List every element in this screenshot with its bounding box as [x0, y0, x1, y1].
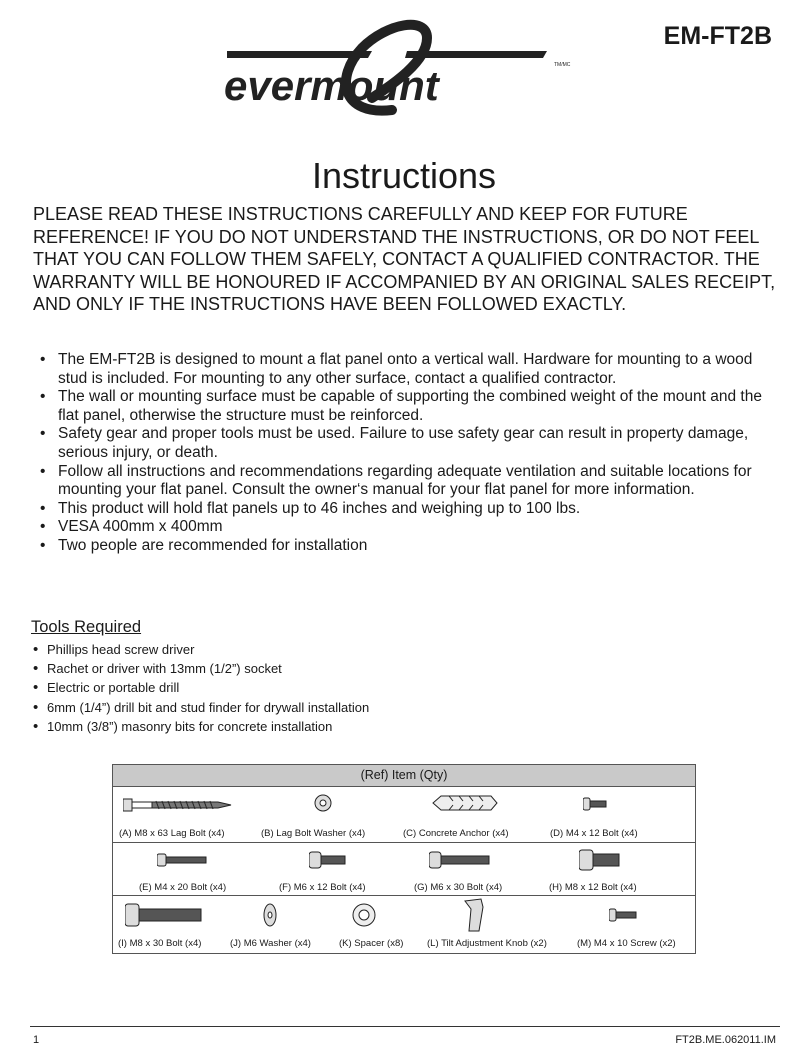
- safety-bullet: • Follow all instructions and recommendations regarding adequate ventilation and suitable locations for mounting your flat panel. Consult the owner‘s manual for your flat panel for more information.: [36, 463, 781, 500]
- hardware-caption: (M) M4 x 10 Screw (x2): [577, 938, 676, 949]
- brand-wordmark: evermount: [224, 62, 439, 109]
- bolt-i-icon: [125, 903, 205, 927]
- warning-paragraph: PLEASE READ THESE INSTRUCTIONS CAREFULLY AND KEEP FOR FUTURE REFERENCE! IF YOU DO NOT UNDERSTAND THE INSTRUCTIONS, OR DO NOT FEEL THAT YOU CAN FOLLOW THEM SAFELY, CONTACT A QUALIFIED CONTRACTOR. THE WARRANTY WILL BE HONOURED IF ACCOMPANIED BY AN ORIGINAL SALES RECEIPT, AND ONLY IF THE INSTRUCTIONS HAVE BEEN FOLLOWED EXACTLY.: [33, 204, 776, 315]
- bolt-g-icon: [429, 851, 493, 869]
- hardware-caption: (K) Spacer (x8): [339, 938, 404, 949]
- spacer-icon: [351, 902, 377, 928]
- hardware-caption: (H) M8 x 12 Bolt (x4): [549, 882, 637, 893]
- hardware-caption: (J) M6 Washer (x4): [230, 938, 311, 949]
- bolt-e-icon: [157, 853, 209, 867]
- tool-item: • 6mm (1/4”) drill bit and stud finder for drywall installation: [33, 698, 369, 717]
- safety-bullet: • The wall or mounting surface must be capable of supporting the combined weight of the mount and the flat panel, otherwise the structure must be reinforced.: [36, 388, 781, 425]
- tool-item: • 10mm (3/8”) masonry bits for concrete installation: [33, 717, 369, 736]
- bolt-h-icon: [579, 849, 623, 871]
- safety-bullet: • This product will hold flat panels up to 46 inches and weighing up to 100 lbs.: [36, 500, 781, 519]
- bolt-f-icon: [309, 851, 349, 869]
- hardware-row: [113, 843, 695, 896]
- safety-bullet: • Two people are recommended for installation: [36, 537, 781, 556]
- hardware-caption: (A) M8 x 63 Lag Bolt (x4): [119, 828, 225, 839]
- tools-heading: Tools Required: [31, 618, 142, 636]
- trademark-mark: TM/MC: [554, 62, 571, 68]
- lag-washer-icon: [313, 793, 333, 813]
- hardware-caption: (L) Tilt Adjustment Knob (x2): [427, 938, 547, 949]
- bolt-d-icon: [583, 797, 609, 811]
- document-id: FT2B.ME.062011.IM: [675, 1034, 776, 1046]
- hardware-table-header: (Ref) Item (Qty): [113, 765, 695, 787]
- m6-washer-icon: [261, 902, 279, 928]
- tool-item: • Phillips head screw driver: [33, 640, 369, 659]
- hardware-caption: (C) Concrete Anchor (x4): [403, 828, 509, 839]
- model-number: EM-FT2B: [663, 22, 772, 50]
- tools-list: [33, 640, 369, 736]
- evermount-logo: [222, 18, 582, 130]
- hardware-caption: (E) M4 x 20 Bolt (x4): [139, 882, 227, 893]
- safety-bullet: • VESA 400mm x 400mm: [36, 518, 781, 537]
- lag-bolt-icon: [123, 797, 233, 813]
- screw-m-icon: [609, 908, 639, 922]
- page-title: Instructions: [311, 155, 497, 196]
- tool-item: • Electric or portable drill: [33, 678, 369, 697]
- hardware-caption: (D) M4 x 12 Bolt (x4): [550, 828, 638, 839]
- hardware-row: [113, 787, 695, 843]
- tool-item: • Rachet or driver with 13mm (1/2”) socket: [33, 659, 369, 678]
- hardware-row: [113, 896, 695, 952]
- footer-divider: [30, 1026, 780, 1027]
- safety-bullet: • The EM-FT2B is designed to mount a flat panel onto a vertical wall. Hardware for mounting to a wood stud is included. For mounting to any other surface, contact a qualified contractor.: [36, 351, 781, 388]
- safety-bullet: • Safety gear and proper tools must be used. Failure to use safety gear can result in property damage, serious injury, or death.: [36, 425, 781, 462]
- concrete-anchor-icon: [431, 793, 499, 813]
- hardware-caption: (F) M6 x 12 Bolt (x4): [279, 882, 366, 893]
- hardware-caption: (I) M8 x 30 Bolt (x4): [118, 938, 202, 949]
- hardware-caption: (G) M6 x 30 Bolt (x4): [414, 882, 503, 893]
- page-number: 1: [33, 1034, 40, 1046]
- safety-bullet-list: [36, 351, 781, 556]
- hardware-table: [112, 764, 696, 954]
- tilt-knob-icon: [461, 897, 487, 933]
- hardware-caption: (B) Lag Bolt Washer (x4): [261, 828, 366, 839]
